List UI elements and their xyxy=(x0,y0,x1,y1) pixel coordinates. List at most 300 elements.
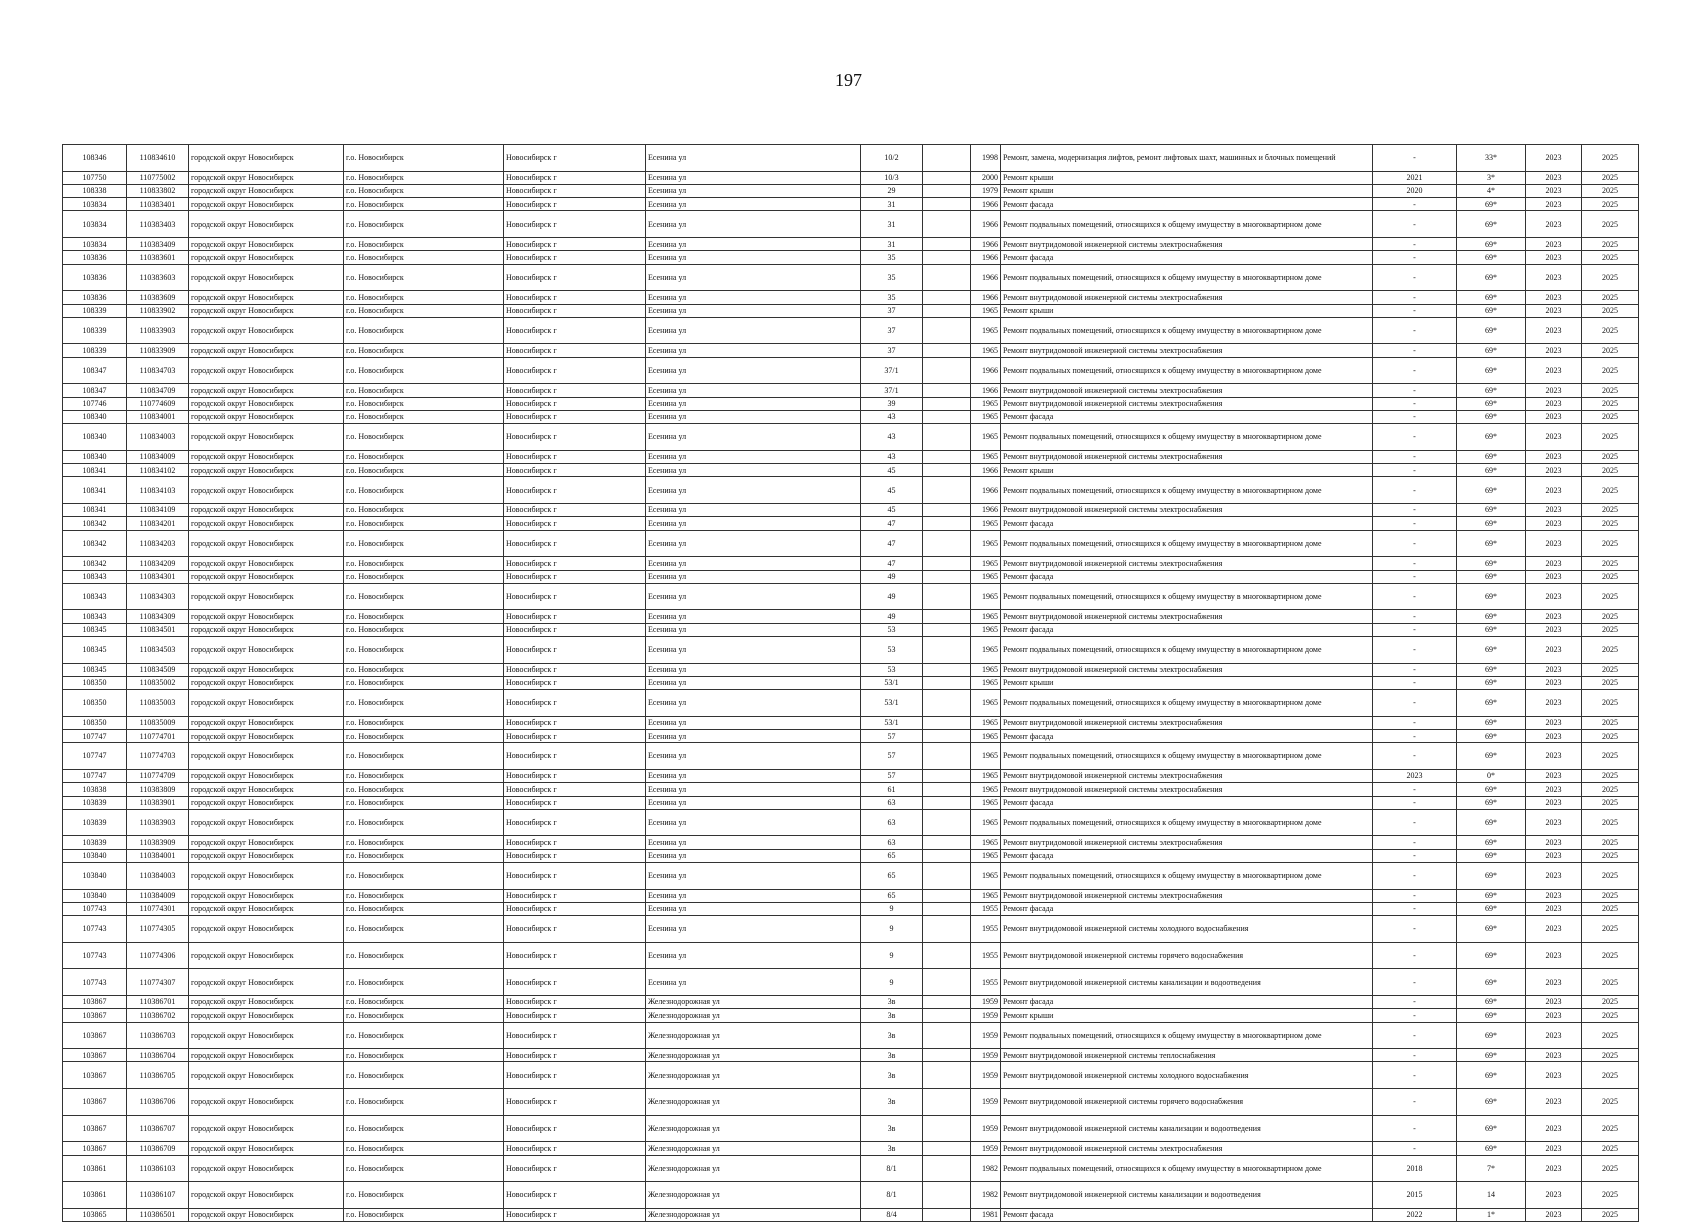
cell-build-year: 1955 xyxy=(971,916,1001,943)
cell-work-type: Ремонт фасада xyxy=(1001,1208,1373,1221)
cell-wear-percent: 69* xyxy=(1457,809,1526,836)
cell-work-type: Ремонт крыши xyxy=(1001,171,1373,184)
cell-building xyxy=(923,464,971,477)
cell-locality: Новосибирск г xyxy=(504,344,646,357)
cell-work-type: Ремонт крыши xyxy=(1001,1009,1373,1022)
cell-municipal-district: городской округ Новосибирск xyxy=(189,1022,344,1049)
cell-house-number: 53/1 xyxy=(861,676,923,689)
cell-build-year: 1965 xyxy=(971,769,1001,782)
cell-plan-start-year: 2023 xyxy=(1526,424,1582,451)
table-row xyxy=(63,716,1639,729)
cell-last-repair-year: - xyxy=(1373,690,1457,717)
cell-last-repair-year: - xyxy=(1373,198,1457,211)
table-row xyxy=(63,836,1639,849)
cell-municipal-district: городской округ Новосибирск xyxy=(189,397,344,410)
cell-work-type: Ремонт внутридомовой инженерной системы холодного водоснабжения xyxy=(1001,916,1373,943)
cell-last-repair-year: - xyxy=(1373,557,1457,570)
table-row xyxy=(63,397,1639,410)
cell-work-type: Ремонт подвальных помещений, относящихся к общему имуществу в многоквартирном доме xyxy=(1001,1022,1373,1049)
cell-street: Есенина ул xyxy=(646,676,861,689)
cell-municipal-district: городской округ Новосибирск xyxy=(189,184,344,197)
cell-building xyxy=(923,769,971,782)
cell-wear-percent: 69* xyxy=(1457,238,1526,251)
cell-house-number: 57 xyxy=(861,743,923,770)
cell-plan-end-year: 2025 xyxy=(1582,477,1639,504)
cell-plan-end-year: 2025 xyxy=(1582,344,1639,357)
cell-work-type: Ремонт фасада xyxy=(1001,570,1373,583)
cell-last-repair-year: - xyxy=(1373,889,1457,902)
cell-house-number: 45 xyxy=(861,477,923,504)
cell-plan-start-year: 2023 xyxy=(1526,450,1582,463)
cell-building xyxy=(923,211,971,238)
cell-street: Железнодорожная ул xyxy=(646,1115,861,1142)
cell-building xyxy=(923,583,971,610)
cell-work-type: Ремонт внутридомовой инженерной системы электроснабжения xyxy=(1001,663,1373,676)
cell-house-id: 103840 xyxy=(63,889,127,902)
cell-work-code: 110834209 xyxy=(127,557,189,570)
cell-build-year: 1959 xyxy=(971,1009,1001,1022)
cell-building xyxy=(923,783,971,796)
cell-house-number: 29 xyxy=(861,184,923,197)
cell-plan-start-year: 2023 xyxy=(1526,1022,1582,1049)
cell-last-repair-year: 2015 xyxy=(1373,1182,1457,1209)
cell-house-id: 103839 xyxy=(63,836,127,849)
cell-work-type: Ремонт внутридомовой инженерной системы электроснабжения xyxy=(1001,450,1373,463)
cell-plan-end-year: 2025 xyxy=(1582,357,1639,384)
cell-plan-end-year: 2025 xyxy=(1582,410,1639,423)
cell-settlement: г.о. Новосибирск xyxy=(344,477,504,504)
cell-last-repair-year: - xyxy=(1373,1022,1457,1049)
cell-last-repair-year: - xyxy=(1373,743,1457,770)
cell-plan-start-year: 2023 xyxy=(1526,676,1582,689)
cell-work-code: 110383401 xyxy=(127,198,189,211)
cell-last-repair-year: - xyxy=(1373,264,1457,291)
cell-municipal-district: городской округ Новосибирск xyxy=(189,1182,344,1209)
cell-work-code: 110834610 xyxy=(127,145,189,172)
cell-plan-end-year: 2025 xyxy=(1582,636,1639,663)
cell-wear-percent: 69* xyxy=(1457,783,1526,796)
cell-building xyxy=(923,889,971,902)
cell-last-repair-year: - xyxy=(1373,304,1457,317)
cell-last-repair-year: - xyxy=(1373,410,1457,423)
cell-settlement: г.о. Новосибирск xyxy=(344,690,504,717)
cell-build-year: 1965 xyxy=(971,517,1001,530)
cell-wear-percent: 14 xyxy=(1457,1182,1526,1209)
table-row xyxy=(63,1115,1639,1142)
cell-locality: Новосибирск г xyxy=(504,809,646,836)
cell-build-year: 1965 xyxy=(971,610,1001,623)
cell-building xyxy=(923,942,971,969)
cell-house-number: 37 xyxy=(861,317,923,344)
cell-work-type: Ремонт внутридомовой инженерной системы электроснабжения xyxy=(1001,783,1373,796)
cell-house-number: 63 xyxy=(861,796,923,809)
cell-plan-end-year: 2025 xyxy=(1582,996,1639,1009)
cell-work-type: Ремонт внутридомовой инженерной системы теплоснабжения xyxy=(1001,1049,1373,1062)
cell-plan-start-year: 2023 xyxy=(1526,716,1582,729)
cell-locality: Новосибирск г xyxy=(504,730,646,743)
cell-plan-end-year: 2025 xyxy=(1582,583,1639,610)
cell-build-year: 1966 xyxy=(971,238,1001,251)
cell-work-type: Ремонт фасада xyxy=(1001,623,1373,636)
cell-municipal-district: городской округ Новосибирск xyxy=(189,716,344,729)
cell-work-type: Ремонт подвальных помещений, относящихся к общему имуществу в многоквартирном доме xyxy=(1001,424,1373,451)
cell-house-id: 108350 xyxy=(63,716,127,729)
cell-build-year: 1965 xyxy=(971,317,1001,344)
cell-work-code: 110833902 xyxy=(127,304,189,317)
cell-plan-start-year: 2023 xyxy=(1526,690,1582,717)
cell-plan-start-year: 2023 xyxy=(1526,1182,1582,1209)
cell-wear-percent: 69* xyxy=(1457,916,1526,943)
cell-build-year: 1965 xyxy=(971,410,1001,423)
table-row xyxy=(63,304,1639,317)
cell-building xyxy=(923,357,971,384)
cell-wear-percent: 69* xyxy=(1457,690,1526,717)
cell-building xyxy=(923,1049,971,1062)
cell-locality: Новосибирск г xyxy=(504,1182,646,1209)
cell-house-number: 9 xyxy=(861,916,923,943)
cell-municipal-district: городской округ Новосибирск xyxy=(189,1062,344,1089)
cell-work-code: 110835003 xyxy=(127,690,189,717)
cell-work-code: 110834001 xyxy=(127,410,189,423)
cell-settlement: г.о. Новосибирск xyxy=(344,969,504,996)
cell-build-year: 1959 xyxy=(971,1115,1001,1142)
cell-street: Есенина ул xyxy=(646,171,861,184)
cell-plan-end-year: 2025 xyxy=(1582,1062,1639,1089)
table-row xyxy=(63,450,1639,463)
cell-municipal-district: городской округ Новосибирск xyxy=(189,663,344,676)
cell-wear-percent: 69* xyxy=(1457,836,1526,849)
cell-house-number: 63 xyxy=(861,836,923,849)
cell-plan-end-year: 2025 xyxy=(1582,1009,1639,1022)
cell-work-code: 110774703 xyxy=(127,743,189,770)
cell-work-code: 110386107 xyxy=(127,1182,189,1209)
cell-house-number: 65 xyxy=(861,863,923,890)
cell-work-type: Ремонт внутридомовой инженерной системы горячего водоснабжения xyxy=(1001,942,1373,969)
cell-settlement: г.о. Новосибирск xyxy=(344,1022,504,1049)
cell-house-number: 47 xyxy=(861,530,923,557)
cell-building xyxy=(923,171,971,184)
cell-build-year: 1965 xyxy=(971,796,1001,809)
cell-build-year: 1966 xyxy=(971,291,1001,304)
table-row xyxy=(63,743,1639,770)
cell-settlement: г.о. Новосибирск xyxy=(344,344,504,357)
cell-last-repair-year: - xyxy=(1373,916,1457,943)
cell-house-number: 37 xyxy=(861,304,923,317)
cell-building xyxy=(923,730,971,743)
cell-work-type: Ремонт внутридомовой инженерной системы электроснабжения xyxy=(1001,836,1373,849)
cell-plan-end-year: 2025 xyxy=(1582,424,1639,451)
cell-wear-percent: 69* xyxy=(1457,889,1526,902)
cell-plan-end-year: 2025 xyxy=(1582,570,1639,583)
cell-build-year: 1965 xyxy=(971,557,1001,570)
cell-house-id: 107750 xyxy=(63,171,127,184)
cell-municipal-district: городской округ Новосибирск xyxy=(189,264,344,291)
cell-locality: Новосибирск г xyxy=(504,1009,646,1022)
cell-work-code: 110386704 xyxy=(127,1049,189,1062)
cell-work-code: 110834009 xyxy=(127,450,189,463)
cell-plan-end-year: 2025 xyxy=(1582,264,1639,291)
cell-wear-percent: 69* xyxy=(1457,450,1526,463)
cell-building xyxy=(923,916,971,943)
cell-house-number: 9 xyxy=(861,969,923,996)
cell-work-code: 110386701 xyxy=(127,996,189,1009)
cell-settlement: г.о. Новосибирск xyxy=(344,809,504,836)
cell-build-year: 1955 xyxy=(971,942,1001,969)
cell-plan-end-year: 2025 xyxy=(1582,663,1639,676)
cell-building xyxy=(923,570,971,583)
cell-street: Есенина ул xyxy=(646,916,861,943)
cell-wear-percent: 69* xyxy=(1457,969,1526,996)
cell-last-repair-year: - xyxy=(1373,783,1457,796)
cell-locality: Новосибирск г xyxy=(504,1089,646,1116)
cell-street: Есенина ул xyxy=(646,636,861,663)
cell-work-code: 110833903 xyxy=(127,317,189,344)
cell-plan-end-year: 2025 xyxy=(1582,769,1639,782)
table-row xyxy=(63,530,1639,557)
cell-house-id: 103867 xyxy=(63,996,127,1009)
cell-settlement: г.о. Новосибирск xyxy=(344,264,504,291)
table-row xyxy=(63,517,1639,530)
cell-work-type: Ремонт подвальных помещений, относящихся к общему имуществу в многоквартирном доме xyxy=(1001,743,1373,770)
cell-work-type: Ремонт крыши xyxy=(1001,464,1373,477)
cell-house-id: 108343 xyxy=(63,610,127,623)
cell-locality: Новосибирск г xyxy=(504,198,646,211)
cell-building xyxy=(923,317,971,344)
cell-wear-percent: 4* xyxy=(1457,184,1526,197)
cell-wear-percent: 69* xyxy=(1457,623,1526,636)
cell-locality: Новосибирск г xyxy=(504,1049,646,1062)
cell-wear-percent: 69* xyxy=(1457,942,1526,969)
cell-building xyxy=(923,1142,971,1155)
cell-build-year: 1955 xyxy=(971,969,1001,996)
cell-plan-end-year: 2025 xyxy=(1582,783,1639,796)
cell-building xyxy=(923,1155,971,1182)
cell-wear-percent: 69* xyxy=(1457,557,1526,570)
cell-plan-end-year: 2025 xyxy=(1582,849,1639,862)
cell-building xyxy=(923,849,971,862)
cell-work-type: Ремонт внутридомовой инженерной системы электроснабжения xyxy=(1001,291,1373,304)
cell-house-number: 37 xyxy=(861,344,923,357)
cell-work-type: Ремонт подвальных помещений, относящихся к общему имуществу в многоквартирном доме xyxy=(1001,477,1373,504)
cell-house-id: 103839 xyxy=(63,809,127,836)
cell-last-repair-year: - xyxy=(1373,902,1457,915)
cell-locality: Новосибирск г xyxy=(504,211,646,238)
cell-plan-end-year: 2025 xyxy=(1582,1089,1639,1116)
cell-settlement: г.о. Новосибирск xyxy=(344,716,504,729)
cell-municipal-district: городской округ Новосибирск xyxy=(189,1155,344,1182)
cell-build-year: 1965 xyxy=(971,730,1001,743)
cell-locality: Новосибирск г xyxy=(504,902,646,915)
cell-build-year: 1965 xyxy=(971,849,1001,862)
cell-house-number: 43 xyxy=(861,424,923,451)
cell-work-code: 110774306 xyxy=(127,942,189,969)
cell-plan-start-year: 2023 xyxy=(1526,291,1582,304)
cell-plan-end-year: 2025 xyxy=(1582,317,1639,344)
table-row xyxy=(63,291,1639,304)
cell-last-repair-year: - xyxy=(1373,1062,1457,1089)
cell-settlement: г.о. Новосибирск xyxy=(344,145,504,172)
cell-house-number: 57 xyxy=(861,730,923,743)
cell-last-repair-year: - xyxy=(1373,716,1457,729)
cell-municipal-district: городской округ Новосибирск xyxy=(189,1089,344,1116)
cell-work-type: Ремонт внутридомовой инженерной системы электроснабжения xyxy=(1001,344,1373,357)
cell-plan-end-year: 2025 xyxy=(1582,676,1639,689)
cell-locality: Новосибирск г xyxy=(504,583,646,610)
cell-house-number: 43 xyxy=(861,450,923,463)
cell-plan-start-year: 2023 xyxy=(1526,477,1582,504)
cell-work-type: Ремонт фасада xyxy=(1001,198,1373,211)
table-row xyxy=(63,1022,1639,1049)
cell-settlement: г.о. Новосибирск xyxy=(344,1115,504,1142)
cell-wear-percent: 69* xyxy=(1457,1115,1526,1142)
cell-house-id: 103838 xyxy=(63,783,127,796)
cell-house-id: 108341 xyxy=(63,477,127,504)
cell-wear-percent: 69* xyxy=(1457,424,1526,451)
cell-house-number: 8/1 xyxy=(861,1155,923,1182)
cell-settlement: г.о. Новосибирск xyxy=(344,238,504,251)
cell-settlement: г.о. Новосибирск xyxy=(344,902,504,915)
cell-last-repair-year: 2021 xyxy=(1373,171,1457,184)
cell-plan-end-year: 2025 xyxy=(1582,716,1639,729)
cell-building xyxy=(923,1115,971,1142)
cell-work-type: Ремонт внутридомовой инженерной системы электроснабжения xyxy=(1001,1142,1373,1155)
cell-plan-start-year: 2023 xyxy=(1526,769,1582,782)
cell-house-id: 103867 xyxy=(63,1089,127,1116)
cell-work-type: Ремонт подвальных помещений, относящихся к общему имуществу в многоквартирном доме xyxy=(1001,636,1373,663)
cell-work-code: 110386702 xyxy=(127,1009,189,1022)
cell-house-id: 108343 xyxy=(63,583,127,610)
cell-house-id: 108343 xyxy=(63,570,127,583)
cell-wear-percent: 69* xyxy=(1457,477,1526,504)
cell-last-repair-year: - xyxy=(1373,1009,1457,1022)
cell-house-id: 103836 xyxy=(63,264,127,291)
cell-plan-end-year: 2025 xyxy=(1582,889,1639,902)
cell-house-id: 108346 xyxy=(63,145,127,172)
cell-wear-percent: 69* xyxy=(1457,517,1526,530)
cell-build-year: 1965 xyxy=(971,424,1001,451)
cell-last-repair-year: - xyxy=(1373,464,1457,477)
cell-municipal-district: городской округ Новосибирск xyxy=(189,996,344,1009)
cell-work-type: Ремонт фасада xyxy=(1001,902,1373,915)
cell-work-code: 110383403 xyxy=(127,211,189,238)
cell-locality: Новосибирск г xyxy=(504,557,646,570)
cell-settlement: г.о. Новосибирск xyxy=(344,1062,504,1089)
cell-house-number: 8/1 xyxy=(861,1182,923,1209)
cell-house-id: 103867 xyxy=(63,1115,127,1142)
cell-build-year: 1965 xyxy=(971,450,1001,463)
cell-last-repair-year: - xyxy=(1373,610,1457,623)
cell-locality: Новосибирск г xyxy=(504,251,646,264)
cell-locality: Новосибирск г xyxy=(504,796,646,809)
cell-building xyxy=(923,1022,971,1049)
cell-work-type: Ремонт внутридомовой инженерной системы канализации и водоотведения xyxy=(1001,1182,1373,1209)
cell-plan-start-year: 2023 xyxy=(1526,517,1582,530)
cell-locality: Новосибирск г xyxy=(504,863,646,890)
cell-settlement: г.о. Новосибирск xyxy=(344,676,504,689)
cell-house-number: 49 xyxy=(861,570,923,583)
cell-settlement: г.о. Новосибирск xyxy=(344,1009,504,1022)
cell-house-number: 53 xyxy=(861,663,923,676)
cell-last-repair-year: - xyxy=(1373,663,1457,676)
cell-wear-percent: 33* xyxy=(1457,145,1526,172)
cell-municipal-district: городской округ Новосибирск xyxy=(189,198,344,211)
cell-plan-start-year: 2023 xyxy=(1526,504,1582,517)
cell-municipal-district: городской округ Новосибирск xyxy=(189,517,344,530)
cell-plan-start-year: 2023 xyxy=(1526,902,1582,915)
cell-municipal-district: городской округ Новосибирск xyxy=(189,730,344,743)
table-row xyxy=(63,623,1639,636)
cell-house-number: 53 xyxy=(861,636,923,663)
cell-build-year: 1982 xyxy=(971,1155,1001,1182)
cell-settlement: г.о. Новосибирск xyxy=(344,504,504,517)
cell-street: Железнодорожная ул xyxy=(646,1009,861,1022)
cell-municipal-district: городской округ Новосибирск xyxy=(189,357,344,384)
cell-plan-end-year: 2025 xyxy=(1582,1022,1639,1049)
cell-house-number: 61 xyxy=(861,783,923,796)
cell-street: Есенина ул xyxy=(646,769,861,782)
cell-plan-end-year: 2025 xyxy=(1582,623,1639,636)
cell-locality: Новосибирск г xyxy=(504,836,646,849)
cell-house-number: 9 xyxy=(861,902,923,915)
cell-building xyxy=(923,424,971,451)
cell-plan-end-year: 2025 xyxy=(1582,730,1639,743)
cell-house-number: 3в xyxy=(861,1142,923,1155)
table-row xyxy=(63,1062,1639,1089)
cell-wear-percent: 69* xyxy=(1457,849,1526,862)
table-row xyxy=(63,464,1639,477)
cell-wear-percent: 69* xyxy=(1457,1009,1526,1022)
cell-plan-start-year: 2023 xyxy=(1526,410,1582,423)
cell-work-code: 110383901 xyxy=(127,796,189,809)
table-row xyxy=(63,796,1639,809)
cell-street: Железнодорожная ул xyxy=(646,1062,861,1089)
cell-locality: Новосибирск г xyxy=(504,477,646,504)
cell-street: Железнодорожная ул xyxy=(646,1089,861,1116)
cell-house-id: 107747 xyxy=(63,743,127,770)
table-row xyxy=(63,676,1639,689)
cell-street: Есенина ул xyxy=(646,623,861,636)
cell-house-id: 108342 xyxy=(63,530,127,557)
cell-wear-percent: 69* xyxy=(1457,1022,1526,1049)
cell-street: Есенина ул xyxy=(646,198,861,211)
cell-last-repair-year: - xyxy=(1373,863,1457,890)
cell-last-repair-year: - xyxy=(1373,1089,1457,1116)
cell-plan-end-year: 2025 xyxy=(1582,1155,1639,1182)
cell-wear-percent: 69* xyxy=(1457,716,1526,729)
cell-plan-start-year: 2023 xyxy=(1526,1049,1582,1062)
table-row xyxy=(63,184,1639,197)
cell-work-code: 110774307 xyxy=(127,969,189,996)
cell-municipal-district: городской округ Новосибирск xyxy=(189,570,344,583)
cell-locality: Новосибирск г xyxy=(504,996,646,1009)
cell-house-number: 3в xyxy=(861,1009,923,1022)
cell-work-code: 110384009 xyxy=(127,889,189,902)
table-row xyxy=(63,264,1639,291)
cell-street: Есенина ул xyxy=(646,796,861,809)
cell-work-type: Ремонт подвальных помещений, относящихся к общему имуществу в многоквартирном доме xyxy=(1001,264,1373,291)
cell-building xyxy=(923,809,971,836)
cell-settlement: г.о. Новосибирск xyxy=(344,1089,504,1116)
cell-work-code: 110834103 xyxy=(127,477,189,504)
cell-plan-end-year: 2025 xyxy=(1582,796,1639,809)
cell-build-year: 1966 xyxy=(971,357,1001,384)
cell-street: Железнодорожная ул xyxy=(646,1182,861,1209)
cell-locality: Новосибирск г xyxy=(504,716,646,729)
cell-work-type: Ремонт фасада xyxy=(1001,251,1373,264)
cell-plan-end-year: 2025 xyxy=(1582,969,1639,996)
cell-municipal-district: городской округ Новосибирск xyxy=(189,171,344,184)
cell-building xyxy=(923,264,971,291)
